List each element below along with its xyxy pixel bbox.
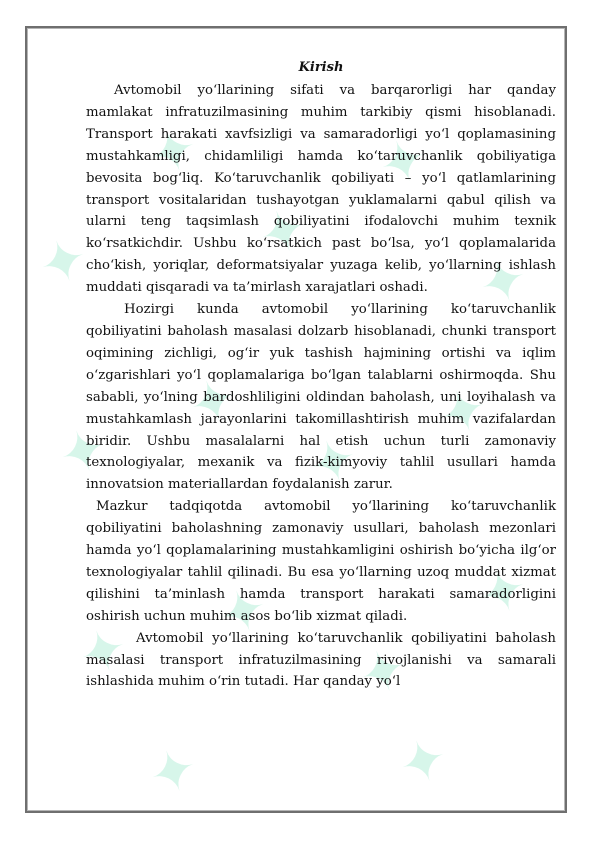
watermark-mark: ✦: [391, 724, 456, 801]
watermark-mark: ✦: [181, 364, 246, 441]
watermark-mark: ✦: [31, 224, 96, 301]
watermark-mark: ✦: [211, 574, 276, 651]
watermark-mark: ✦: [351, 634, 416, 711]
paragraph-3: Mazkur tadqiqotda avtomobil yo‘llarining ko‘taruvchanlik qobiliyatini baholashning zamonaviy usullari, baholash mezonlari hamda yo‘l qoplamalarining mustahkamligini oshirish bo‘yicha ilg‘or texnologiyalar tahlil qilinadi. Bu esa yo‘llarning uzoq muddat xizmat qilishini ta’minlash hamda transport harakati samaradorligini oshirish uchun muhim asos bo‘lib xizmat qiladi.: [86, 499, 556, 624]
paragraph-4: Avtomobil yo‘llarining ko‘taruvchanlik qobiliyatini baholash masalasi transport infratuzilmasining rivojlanishi va samarali ishlashida muhim o‘rin tutadi. Har qanday yo‘l: [86, 630, 556, 690]
document-body: [86, 58, 556, 693]
watermark-mark: ✦: [471, 554, 536, 631]
watermark-mark: ✦: [51, 414, 116, 491]
watermark-mark: ✦: [371, 124, 436, 201]
watermark-mark: ✦: [141, 114, 206, 191]
watermark-mark: ✦: [71, 614, 136, 691]
watermark-mark: ✦: [251, 194, 316, 271]
watermark-mark: ✦: [141, 734, 206, 811]
paragraph-1: Avtomobil yo‘llarining sifati va barqarorligi har qanday mamlakat infratuzilmasining muhim tarkibiy qismi hisoblanadi. Transport harakati xavfsizligi va samaradorligi yo‘l qoplamasining mustahkamligi, chidamliligi hamda ko‘taruvchanlik qobiliyatiga bevosita bog‘liq. Ko‘taruvchanlik qobiliyati – yo‘l qatlamlarining transport vositalaridan tushayotgan yuklamalarni qabul qilish va ularni teng taqsimlash qobiliyatini ifodalovchi muhim texnik ko‘rsatkichdir. Ushbu ko‘rsatkich past bo‘lsa, yo‘l qoplamalarida cho‘kish, yoriqlar, deformatsiyalar yuzaga kelib, yo‘llarning ishlash muddati qisqaradi va ta’mirlash xarajatlari oshadi.: [86, 83, 556, 296]
watermark-mark: ✦: [471, 244, 536, 321]
watermark-mark: ✦: [431, 374, 496, 451]
paragraph-2: Hozirgi kunda avtomobil yo‘llarining ko‘taruvchanlik qobiliyatini baholash masalasi dolzarb hisoblanadi, chunki transport oqimining zichligi, og‘ir yuk tashish hajmining ortishi va iqlim o‘zgarishlari yo‘l qoplamalariga bo‘lgan talablarni oshirmoqda. Shu sababli, yo‘lning bardoshliligini oldindan baholash, uni loyihalash va mustahkamlash jarayonlarini takomillashtirish muhim vazifalardan biridir. Ushbu masalalarni hal etish uchun turli zamonaviy texnologiyalar, mexanik va fizik-kimyoviy tahlil usullari hamda innovatsion materiallardan foydalanish zarur.: [86, 302, 556, 493]
watermark-mark: ✦: [301, 424, 366, 501]
document-title: Kirish: [298, 60, 344, 75]
